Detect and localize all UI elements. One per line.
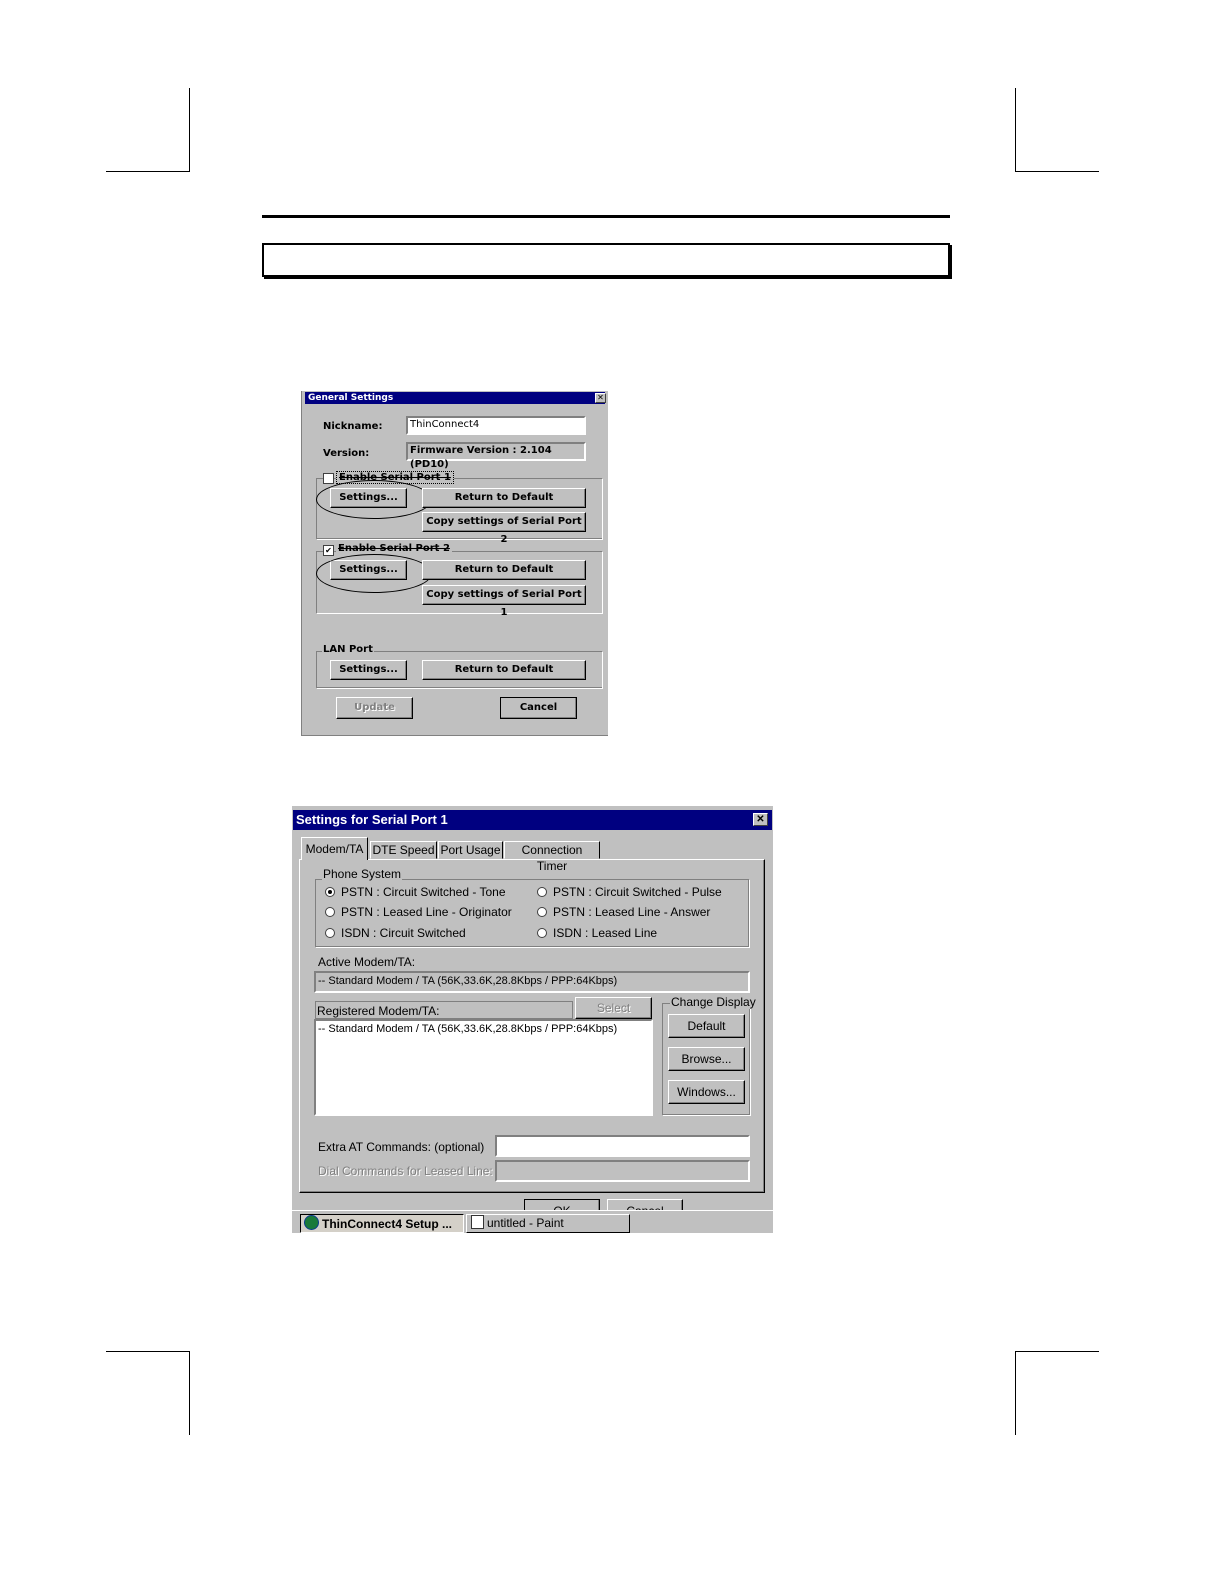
button-label: Select [596,1001,631,1015]
list-item[interactable]: -- Standard Modem / TA (56K,33.6K,28.8Kbps / PPP:64Kbps) [318,1023,618,1035]
radio-label: ISDN : Leased Line [553,926,658,940]
button-label: Default [687,1019,726,1033]
crop-mark [1015,88,1016,172]
enable-serial-1-label[interactable]: Enable Serial Port 1 [336,471,454,484]
button-label: Cancel [519,702,558,713]
dialog-title-bar[interactable] [293,810,772,830]
radio-label: PSTN : Leased Line - Originator [341,905,512,919]
copy-settings-serial-1-button[interactable] [422,585,586,618]
lan-settings-button[interactable] [330,660,407,680]
enable-serial-2-checkbox[interactable] [323,545,334,556]
radio-isdn-circuit[interactable] [325,928,335,938]
radio-pstn-leased-originator[interactable] [325,907,335,917]
highlight-ellipse [316,480,432,519]
dialog-title-bar[interactable] [305,392,605,404]
copy-settings-serial-2-button[interactable] [422,512,586,545]
crop-mark [189,88,190,172]
button-label: Settings... [339,564,398,575]
button-label: Copy settings of Serial Port 2 [426,516,582,545]
crop-mark [106,1351,190,1352]
taskbar-item-label: untitled - Paint [487,1216,564,1230]
radio-label: PSTN : Circuit Switched - Pulse [553,885,722,899]
crop-mark [1015,171,1099,172]
nickname-value: ThinConnect4 [410,419,480,430]
enable-serial-1-checkbox[interactable] [323,473,334,484]
header-box [262,243,950,277]
extra-at-input[interactable] [495,1135,750,1157]
dial-commands-input [495,1160,750,1182]
general-settings-dialog [301,391,608,736]
button-label: Settings... [339,492,398,503]
cancel-button[interactable] [500,697,577,719]
tab-modem-ta[interactable] [301,837,368,860]
close-icon: ✕ [756,814,765,825]
tab-port-usage[interactable] [438,841,503,859]
header-rule [262,215,950,218]
tab-label: Port Usage [440,843,501,857]
windows-button[interactable] [668,1080,745,1104]
button-label: Return to Default [454,664,554,675]
radio-pstn-tone[interactable] [325,887,335,897]
button-label: Browse... [681,1052,732,1066]
button-label: Copy settings of Serial Port 1 [426,589,582,618]
serial-2-return-default-button[interactable] [422,560,586,580]
button-label: Return to Default [454,492,554,503]
lan-port-label: LAN Port [323,644,373,655]
taskbar-item-label: ThinConnect4 Setup ... [322,1217,453,1231]
version-value: Firmware Version : 2.104 (PD10) [410,445,552,470]
taskbar-item-paint[interactable] [466,1214,630,1233]
highlight-ellipse [316,554,432,593]
taskbar-item-thinconnect[interactable] [300,1214,464,1233]
radio-label: ISDN : Circuit Switched [341,926,466,940]
tab-connection-timer[interactable] [504,841,600,873]
check-icon: ✔ [325,546,332,555]
dial-commands-label: Dial Commands for Leased Line: [318,1164,493,1178]
tab-label: Modem/TA [305,842,364,856]
enable-serial-2-label[interactable]: Enable Serial Port 2 [338,543,450,554]
close-icon: ✕ [597,393,604,402]
button-label: Settings... [339,664,398,675]
registered-modem-list[interactable] [314,1019,653,1116]
version-label: Version: [323,448,370,459]
tab-label: Connection Timer [521,843,583,873]
browse-button[interactable] [668,1047,745,1071]
tab-label: DTE Speed [372,843,435,857]
serial-port-settings-dialog [292,806,773,1233]
close-button[interactable] [753,813,768,826]
crop-mark [106,171,190,172]
update-button[interactable] [336,697,413,719]
dialog-title: General Settings [308,393,394,403]
button-label: Update [354,702,395,713]
radio-label: PSTN : Circuit Switched - Tone [341,885,506,899]
taskbar [292,1210,773,1233]
crop-mark [189,1351,190,1435]
select-button[interactable] [575,997,652,1019]
nickname-field[interactable] [406,416,586,435]
extra-at-label: Extra AT Commands: (optional) [318,1140,485,1154]
radio-pstn-leased-answer[interactable] [537,907,547,917]
serial-1-return-default-button[interactable] [422,488,586,508]
active-modem-label: Active Modem/TA: [318,955,416,969]
close-button[interactable] [595,393,606,403]
paint-icon [471,1215,484,1229]
lan-return-default-button[interactable] [422,660,586,680]
crop-mark [1015,1351,1016,1435]
globe-icon [304,1215,319,1230]
registered-modem-label: Registered Modem/TA: [315,1001,573,1019]
crop-mark [1015,1351,1099,1352]
change-display-label: Change Display [671,995,756,1009]
default-button[interactable] [668,1014,745,1038]
phone-system-label: Phone System [323,867,402,881]
dialog-title: Settings for Serial Port 1 [296,812,448,827]
tab-dte-speed[interactable] [370,841,437,859]
button-label: Windows... [677,1085,736,1099]
version-field [406,442,586,470]
nickname-label: Nickname: [323,421,383,432]
radio-isdn-leased[interactable] [537,928,547,938]
active-modem-field [314,971,750,993]
active-modem-value: -- Standard Modem / TA (56K,33.6K,28.8Kbps / PPP:64Kbps) [318,975,618,987]
radio-label: PSTN : Leased Line - Answer [553,905,711,919]
radio-pstn-pulse[interactable] [537,887,547,897]
button-label: Return to Default [454,564,554,575]
